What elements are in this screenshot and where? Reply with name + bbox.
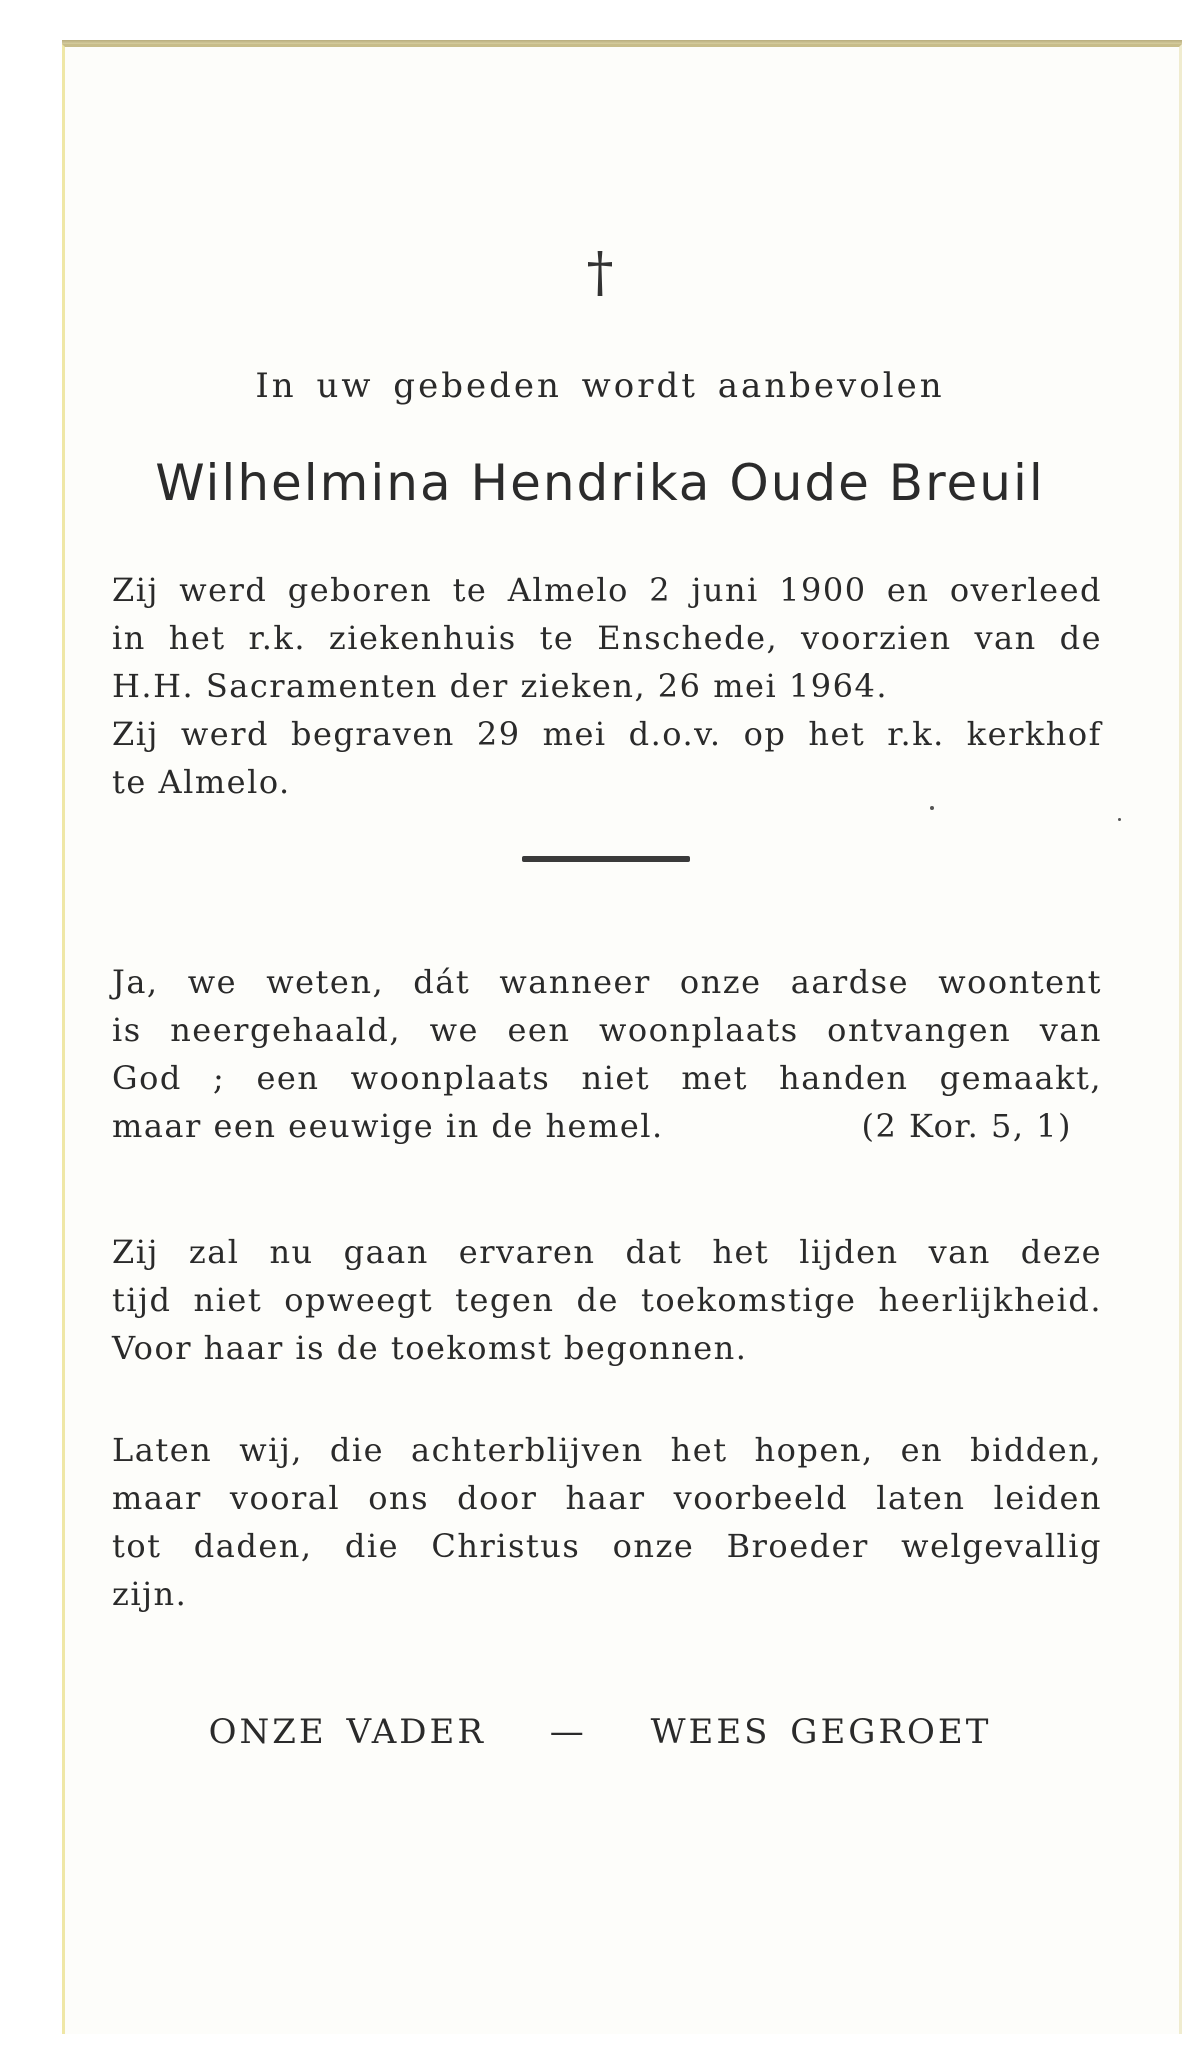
paragraph-line: tot daden, die Christus onze Broeder welgevallig <box>112 1527 1102 1565</box>
paragraph-line: zijn. <box>112 1575 188 1613</box>
verse-line: God ; een woonplaats niet met handen gemaakt, <box>112 1059 1102 1097</box>
verse-reference: (2 Kor. 5, 1) <box>861 1107 1072 1145</box>
paragraph-3 <box>112 1426 1102 1618</box>
paragraph-line: Laten wij, die achterblijven het hopen, en bidden, <box>112 1431 1102 1469</box>
verse-line: Ja, we weten, dát wanneer onze aardse woontent <box>112 963 1102 1001</box>
bio-line: H.H. Sacramenten der zieken, 26 mei 1964. <box>112 667 888 705</box>
paragraph-line: Zij zal nu gaan ervaren dat het lijden van deze <box>112 1233 1102 1271</box>
divider <box>522 856 690 862</box>
paragraph-line: tijd niet opweegt tegen de toekomstige heerlijkheid. <box>112 1281 1102 1319</box>
biography <box>112 566 1102 806</box>
prayer-onze-vader: ONZE VADER <box>208 1712 486 1752</box>
print-speck <box>1118 818 1121 821</box>
prayer-wees-gegroet: WEES GEGROET <box>650 1712 992 1752</box>
cross-icon: † <box>586 241 614 304</box>
verse-line: maar een eeuwige in de hemel. <box>112 1107 664 1145</box>
paragraph-2 <box>112 1228 1102 1372</box>
paragraph-line: Voor haar is de toekomst begonnen. <box>112 1329 748 1367</box>
verse-last-line-row <box>112 1102 1102 1150</box>
bible-verse <box>112 958 1102 1150</box>
intro-text: In uw gebeden wordt aanbevolen <box>255 366 945 406</box>
bio-line: in het r.k. ziekenhuis te Enschede, voorzien van de <box>112 619 1102 657</box>
verse-line: is neergehaald, we een woonplaats ontvangen van <box>112 1011 1102 1049</box>
bio-line: te Almelo. <box>112 763 291 801</box>
paragraph-line: maar vooral ons door haar voorbeeld laten leiden <box>112 1479 1102 1517</box>
closing-dash: — <box>549 1712 587 1752</box>
print-speck <box>930 806 934 810</box>
bio-line: Zij werd begraven 29 mei d.o.v. op het r.k. kerkhof <box>112 715 1102 753</box>
deceased-name: Wilhelmina Hendrika Oude Breuil <box>155 454 1045 512</box>
closing-prayers <box>0 1712 1200 1752</box>
bio-line: Zij werd geboren te Almelo 2 juni 1900 en overleed <box>112 571 1102 609</box>
